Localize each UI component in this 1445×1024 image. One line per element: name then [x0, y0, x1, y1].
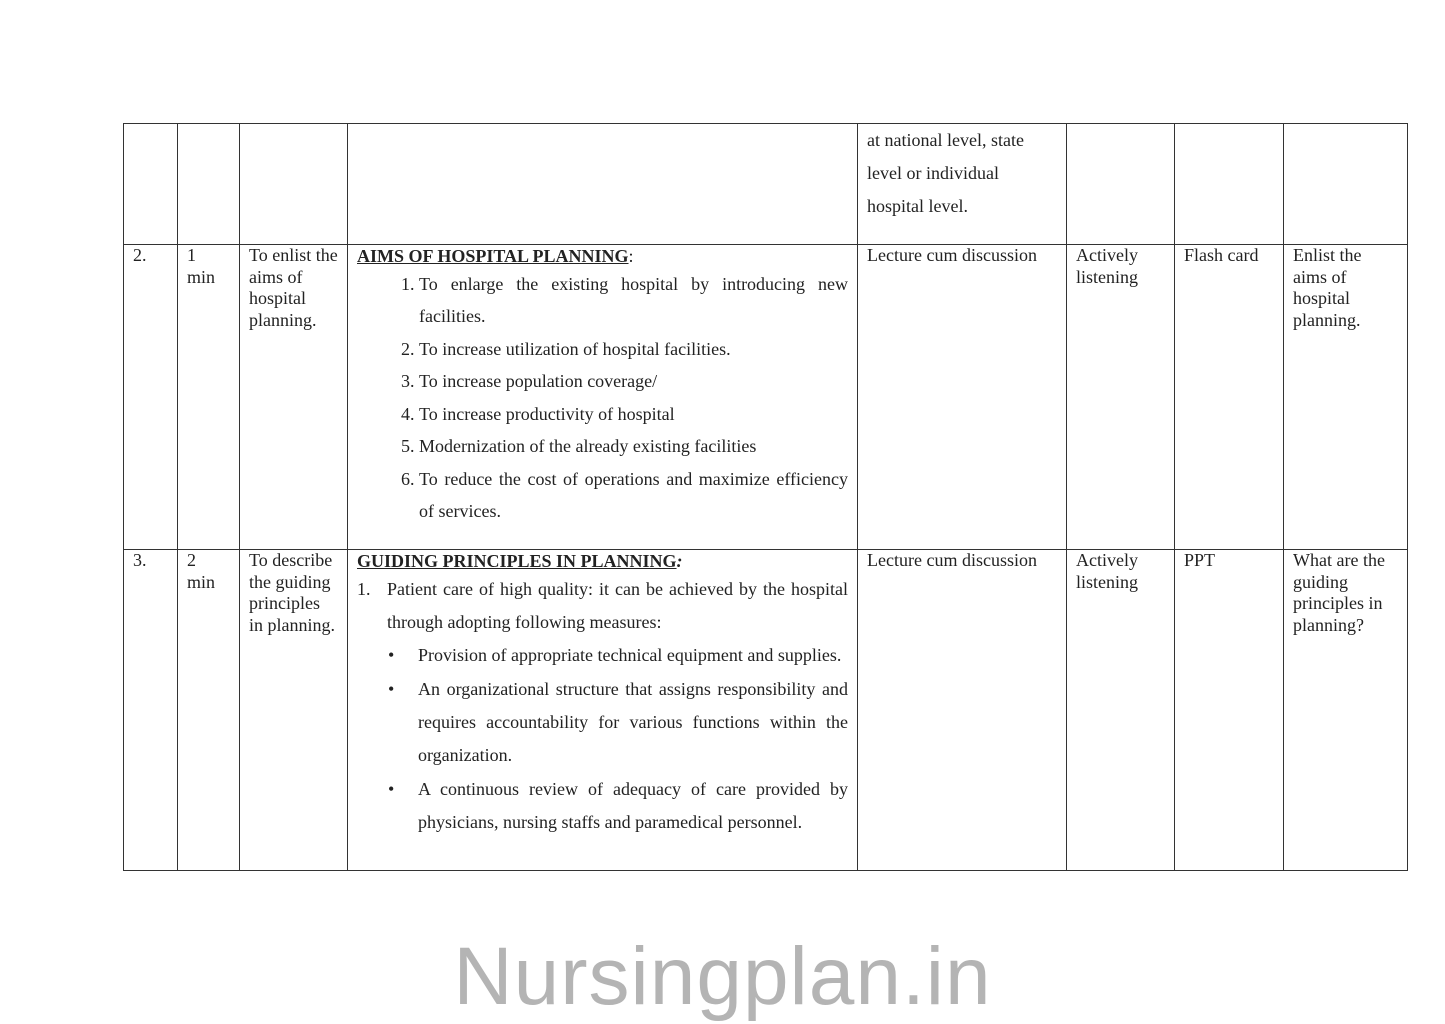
list-item: • A continuous review of adequacy of care provided by physicians, nursing staffs and paramedical personnel. [418, 773, 848, 840]
list-item: 6. To reduce the cost of operations and maximize efficiency of services. [419, 463, 848, 528]
watermark: Nursingplan.in [453, 931, 992, 1022]
list-item: • An organizational structure that assigns responsibility and requires accountability for various functions within the organization. [418, 673, 848, 773]
time-unit: min [187, 266, 216, 287]
objective-cell [240, 124, 348, 245]
method-continuation-line: at national level, state [867, 130, 1024, 150]
sl-no-cell: 3. [124, 550, 178, 871]
list-item: • Provision of appropriate technical equipment and supplies. [418, 639, 848, 673]
principle-text: Patient care of high quality: it can be achieved by the hospital through adopting following measures: [387, 578, 848, 632]
time-value: 2 [187, 550, 196, 570]
sl-no-cell: 2. [124, 245, 178, 550]
av-aid-cell: PPT [1175, 550, 1284, 871]
lesson-plan-table [123, 123, 1408, 871]
av-aid-cell: Flash card [1175, 245, 1284, 550]
method-cell [858, 124, 1067, 245]
table-row [124, 550, 1408, 871]
table-row [124, 245, 1408, 550]
time-cell [178, 550, 240, 871]
objective-cell: To describe the guiding principles in planning. [240, 550, 348, 871]
list-item: 5. Modernization of the already existing facilities [419, 430, 848, 463]
content-cell [348, 550, 858, 871]
evaluation-cell [1284, 124, 1408, 245]
time-cell [178, 245, 240, 550]
list-item: 2. To increase utilization of hospital facilities. [419, 333, 848, 366]
evaluation-cell: Enlist the aims of hospital planning. [1284, 245, 1408, 550]
time-cell [178, 124, 240, 245]
time-value: 1 [187, 245, 196, 265]
principle-number: 1. [357, 578, 371, 599]
section-heading: GUIDING PRINCIPLES IN PLANNING: [357, 551, 683, 571]
method-continuation-line: level or individual [867, 163, 999, 183]
principle-item [357, 573, 848, 639]
list-item: 3. To increase population coverage/ [419, 365, 848, 398]
list-item: 4. To increase productivity of hospital [419, 398, 848, 431]
table-row [124, 124, 1408, 245]
measures-list [357, 639, 848, 840]
learner-activity-cell [1067, 124, 1175, 245]
list-item: 1. To enlarge the existing hospital by introducing new facilities. [419, 268, 848, 333]
content-cell [348, 245, 858, 550]
aims-list [357, 268, 848, 528]
learner-activity-cell: Actively listening [1067, 245, 1175, 550]
sl-no-cell [124, 124, 178, 245]
av-aid-cell [1175, 124, 1284, 245]
method-continuation-line: hospital level. [867, 196, 968, 216]
content-cell [348, 124, 858, 245]
objective-cell: To enlist the aims of hospital planning. [240, 245, 348, 550]
learner-activity-cell: Actively listening [1067, 550, 1175, 871]
section-heading: AIMS OF HOSPITAL PLANNING: [357, 246, 634, 266]
method-cell: Lecture cum discussion [858, 550, 1067, 871]
method-cell: Lecture cum discussion [858, 245, 1067, 550]
evaluation-cell: What are the guiding principles in planning? [1284, 550, 1408, 871]
time-unit: min [187, 571, 216, 592]
